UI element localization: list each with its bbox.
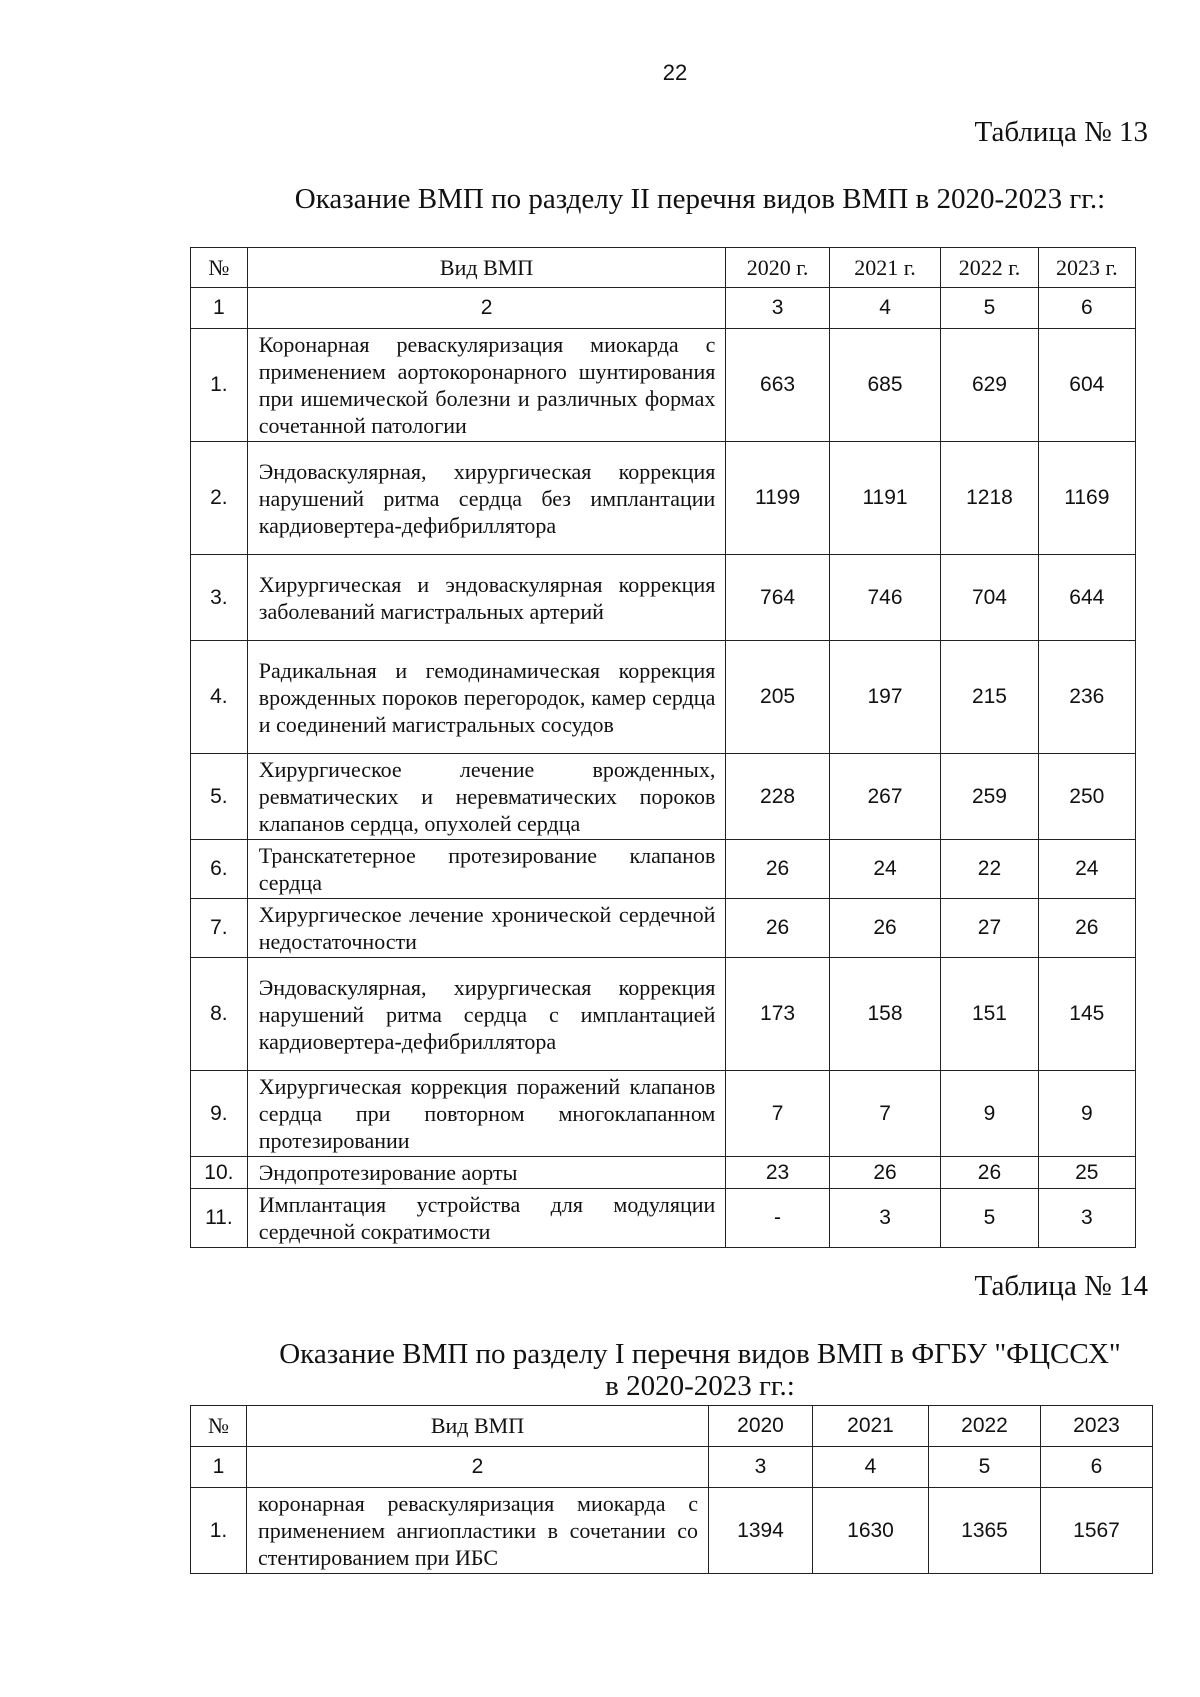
column-header-2020: 2020 г. [726, 248, 829, 288]
row-number: 9. [191, 1071, 248, 1157]
index-cell: 4 [829, 288, 941, 329]
table-row [191, 754, 1136, 840]
index-cell: 3 [709, 1447, 813, 1488]
vmp-type-name: Эндоваскулярная, хирургическая коррекция нарушений ритма сердца с имплантацией кардиовертера-дефибриллятора [247, 958, 726, 1071]
index-cell: 2 [247, 288, 726, 329]
column-header-number: № [191, 1406, 247, 1447]
table-13-index-row [191, 288, 1136, 329]
index-cell: 2 [247, 1447, 709, 1488]
value-2021: 1191 [829, 442, 941, 555]
row-number: 2. [191, 442, 248, 555]
column-header-2021: 2021 [813, 1406, 929, 1447]
table-13-title: Оказание ВМП по разделу II перечня видов ВМП в 2020-2023 гг.: [294, 183, 1106, 215]
index-cell: 6 [1038, 288, 1135, 329]
table-14-index-row [191, 1447, 1153, 1488]
value-2023: 236 [1038, 641, 1135, 754]
value-2021: 1630 [813, 1488, 929, 1574]
vmp-type-name: коронарная реваскуляризация миокарда с применением ангиопластики в сочетании со стентированием при ИБС [247, 1488, 709, 1574]
value-2023: 25 [1038, 1157, 1135, 1189]
table-row [191, 899, 1136, 958]
value-2020: 764 [726, 555, 829, 641]
table-14-title-line-1: Оказание ВМП по разделу I перечня видов ВМП в ФГБУ "ФЦССХ" [279, 1338, 1121, 1370]
value-2022: 5 [941, 1189, 1038, 1248]
table-row [191, 1071, 1136, 1157]
value-2022: 22 [941, 840, 1038, 899]
column-header-type: Вид ВМП [247, 1406, 709, 1447]
column-header-number: № [191, 248, 248, 288]
value-2022: 704 [941, 555, 1038, 641]
value-2020: 7 [726, 1071, 829, 1157]
vmp-type-name: Хирургическое лечение врожденных, ревматических и неревматических пороков клапанов сердца, опухолей сердца [247, 754, 726, 840]
column-header-type: Вид ВМП [247, 248, 726, 288]
row-number: 5. [191, 754, 248, 840]
value-2022: 629 [941, 329, 1038, 442]
value-2020: - [726, 1189, 829, 1248]
column-header-2020: 2020 [709, 1406, 813, 1447]
value-2022: 215 [941, 641, 1038, 754]
vmp-type-name: Эндоваскулярная, хирургическая коррекция нарушений ритма сердца без имплантации кардиовертера-дефибриллятора [247, 442, 726, 555]
value-2021: 26 [829, 899, 941, 958]
row-number: 10. [191, 1157, 248, 1189]
table-row [191, 442, 1136, 555]
value-2023: 26 [1038, 899, 1135, 958]
table-14-header-row [191, 1406, 1153, 1447]
value-2020: 1199 [726, 442, 829, 555]
vmp-type-name: Хирургическая коррекция поражений клапанов сердца при повторном многоклапанном протезировании [247, 1071, 726, 1157]
index-cell: 3 [726, 288, 829, 329]
value-2022: 259 [941, 754, 1038, 840]
value-2023: 250 [1038, 754, 1135, 840]
table-14-title [190, 1338, 1200, 1402]
vmp-type-name: Радикальная и гемодинамическая коррекция врожденных пороков перегородок, камер сердца и соединений магистральных сосудов [247, 641, 726, 754]
vmp-type-name: Хирургическое лечение хронической сердечной недостаточности [247, 899, 726, 958]
vmp-type-name: Эндопротезирование аорты [247, 1157, 726, 1189]
table-13-header-row [191, 248, 1136, 288]
value-2020: 205 [726, 641, 829, 754]
value-2021: 746 [829, 555, 941, 641]
table-14 [190, 1405, 1153, 1574]
value-2022: 9 [941, 1071, 1038, 1157]
value-2020: 26 [726, 899, 829, 958]
column-header-2022: 2022 г. [941, 248, 1038, 288]
value-2020: 1394 [709, 1488, 813, 1574]
table-row [191, 641, 1136, 754]
row-number: 3. [191, 555, 248, 641]
value-2022: 1365 [929, 1488, 1041, 1574]
index-cell: 1 [191, 288, 248, 329]
vmp-type-name: Имплантация устройства для модуляции сердечной сократимости [247, 1189, 726, 1248]
index-cell: 5 [929, 1447, 1041, 1488]
value-2022: 1218 [941, 442, 1038, 555]
table-row [191, 1189, 1136, 1248]
value-2023: 3 [1038, 1189, 1135, 1248]
row-number: 8. [191, 958, 248, 1071]
value-2021: 26 [829, 1157, 941, 1189]
value-2020: 23 [726, 1157, 829, 1189]
vmp-type-name: Хирургическая и эндоваскулярная коррекция заболеваний магистральных артерий [247, 555, 726, 641]
table-row [191, 1488, 1153, 1574]
value-2020: 173 [726, 958, 829, 1071]
vmp-type-name: Коронарная реваскуляризация миокарда с применением аортокоронарного шунтирования при ишемической болезни и различных формах сочетанной патологии [247, 329, 726, 442]
table-row [191, 329, 1136, 442]
value-2023: 644 [1038, 555, 1135, 641]
value-2023: 24 [1038, 840, 1135, 899]
index-cell: 1 [191, 1447, 247, 1488]
index-cell: 5 [941, 288, 1038, 329]
table-13 [190, 247, 1136, 1248]
table-13-caption: Таблица № 13 [974, 116, 1148, 148]
table-14-caption: Таблица № 14 [974, 1270, 1148, 1302]
value-2021: 267 [829, 754, 941, 840]
value-2021: 158 [829, 958, 941, 1071]
table-row [191, 1157, 1136, 1189]
value-2020: 26 [726, 840, 829, 899]
column-header-2022: 2022 [929, 1406, 1041, 1447]
table-row [191, 555, 1136, 641]
value-2023: 604 [1038, 329, 1135, 442]
row-number: 6. [191, 840, 248, 899]
value-2020: 663 [726, 329, 829, 442]
value-2023: 9 [1038, 1071, 1135, 1157]
row-number: 1. [191, 329, 248, 442]
value-2021: 7 [829, 1071, 941, 1157]
value-2021: 3 [829, 1189, 941, 1248]
table-row [191, 958, 1136, 1071]
value-2023: 1169 [1038, 442, 1135, 555]
table-14-title-line-2: в 2020-2023 гг.: [605, 1370, 795, 1402]
value-2022: 26 [941, 1157, 1038, 1189]
row-number: 4. [191, 641, 248, 754]
vmp-type-name: Транскатетерное протезирование клапанов сердца [247, 840, 726, 899]
value-2022: 151 [941, 958, 1038, 1071]
value-2023: 1567 [1041, 1488, 1153, 1574]
value-2022: 27 [941, 899, 1038, 958]
column-header-2023: 2023 г. [1038, 248, 1135, 288]
column-header-2023: 2023 [1041, 1406, 1153, 1447]
row-number: 1. [191, 1488, 247, 1574]
column-header-2021: 2021 г. [829, 248, 941, 288]
value-2021: 24 [829, 840, 941, 899]
value-2023: 145 [1038, 958, 1135, 1071]
table-row [191, 840, 1136, 899]
row-number: 11. [191, 1189, 248, 1248]
value-2021: 197 [829, 641, 941, 754]
value-2020: 228 [726, 754, 829, 840]
index-cell: 6 [1041, 1447, 1153, 1488]
row-number: 7. [191, 899, 248, 958]
page-number: 22 [662, 60, 688, 85]
value-2021: 685 [829, 329, 941, 442]
index-cell: 4 [813, 1447, 929, 1488]
